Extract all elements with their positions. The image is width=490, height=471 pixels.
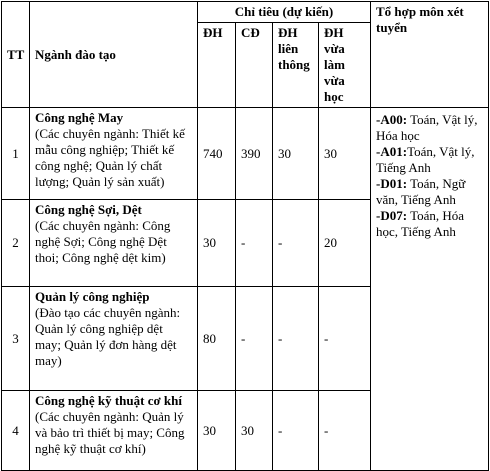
quota-cd: 390 bbox=[236, 108, 273, 200]
major-desc: (Đào tạo các chuyên ngành: Quản lý công nghiệp dệt may; Quản lý đơn hàng dệt may) bbox=[35, 305, 181, 368]
row-tt: 1 bbox=[2, 108, 30, 200]
quota-dh: 740 bbox=[198, 108, 236, 200]
major-desc: (Các chuyên ngành: Công nghệ Sợi; Công nghệ Dệt thoi; Công nghệ dệt kim) bbox=[35, 218, 171, 265]
major-title: Công nghệ kỹ thuật cơ khí bbox=[35, 393, 182, 408]
quota-dh: 30 bbox=[198, 391, 236, 471]
major-title: Công nghệ May bbox=[35, 110, 124, 125]
quota-vlvh: - bbox=[319, 391, 371, 471]
major-cell bbox=[30, 108, 198, 200]
major-title: Quản lý công nghiệp bbox=[35, 289, 150, 304]
header-major: Ngành đào tạo bbox=[30, 2, 198, 108]
quota-lien-thong: - bbox=[273, 200, 319, 287]
major-cell bbox=[30, 287, 198, 391]
quota-vlvh: 30 bbox=[319, 108, 371, 200]
quota-vlvh: 20 bbox=[319, 200, 371, 287]
major-desc: (Các chuyên ngành: Thiết kế mẫu công nghiệp; Thiết kế công nghệ; Quản lý chất lượng; Quản lý sản xuất) bbox=[35, 126, 185, 189]
header-combos: Tổ hợp môn xét tuyển bbox=[371, 2, 489, 108]
quota-lien-thong: - bbox=[273, 287, 319, 391]
table-row bbox=[2, 108, 489, 200]
major-desc: (Các chuyên ngành: Quản lý và bảo trì thiết bị may; Công nghệ kỹ thuật cơ khí) bbox=[35, 409, 185, 456]
combo-item: -A00: Toán, Vật lý, Hóa học bbox=[376, 112, 478, 143]
quota-lien-thong: - bbox=[273, 391, 319, 471]
combos-cell bbox=[371, 108, 489, 471]
row-tt: 2 bbox=[2, 200, 30, 287]
combo-item: -D07: Toán, Hóa học, Tiếng Anh bbox=[376, 208, 465, 239]
header-tt: TT bbox=[2, 2, 30, 108]
header-dh-lien-thong: ĐH liên thông bbox=[273, 23, 319, 108]
header-dh: ĐH bbox=[198, 23, 236, 108]
header-quota: Chỉ tiêu (dự kiến) bbox=[198, 2, 371, 23]
quota-cd: - bbox=[236, 200, 273, 287]
combo-item: -D01: Toán, Ngữ văn, Tiếng Anh bbox=[376, 176, 466, 207]
quota-dh: 30 bbox=[198, 200, 236, 287]
major-title: Công nghệ Sợi, Dệt bbox=[35, 202, 142, 217]
row-tt: 4 bbox=[2, 391, 30, 471]
header-dh-vlvh: ĐH vừa làm vừa học bbox=[319, 23, 371, 108]
quota-cd: - bbox=[236, 287, 273, 391]
quota-dh: 80 bbox=[198, 287, 236, 391]
row-tt: 3 bbox=[2, 287, 30, 391]
quota-vlvh: - bbox=[319, 287, 371, 391]
combo-item: -A01:Toán, Vật lý, Tiếng Anh bbox=[376, 144, 475, 175]
major-cell bbox=[30, 391, 198, 471]
quota-cd: 30 bbox=[236, 391, 273, 471]
major-cell bbox=[30, 200, 198, 287]
admission-quota-table bbox=[1, 1, 489, 471]
header-cd: CĐ bbox=[236, 23, 273, 108]
quota-lien-thong: 30 bbox=[273, 108, 319, 200]
